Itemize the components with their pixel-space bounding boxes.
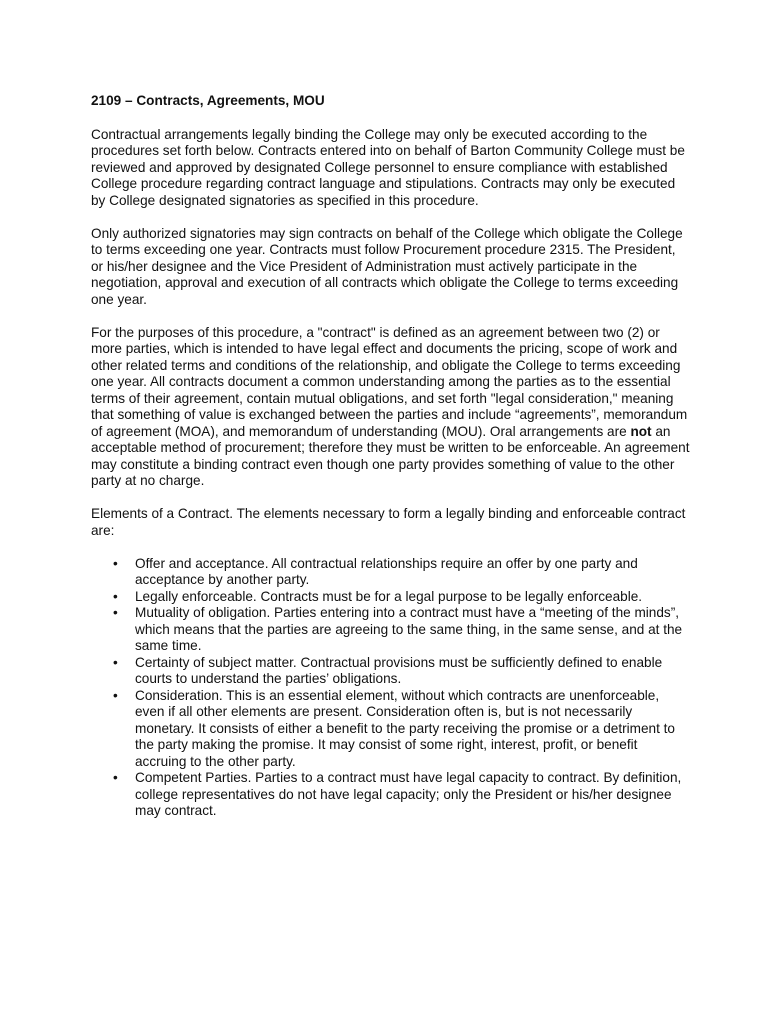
bullet-icon: • bbox=[113, 654, 118, 670]
document-page bbox=[91, 93, 691, 820]
list-item-text: Legally enforceable. Contracts must be for a legal purpose to be legally enforceable. bbox=[135, 588, 643, 604]
bullet-icon: • bbox=[113, 605, 118, 620]
list-item bbox=[91, 655, 691, 688]
list-item bbox=[91, 688, 691, 771]
bullet-icon: • bbox=[113, 687, 118, 703]
paragraph-authorized-signatories: Only authorized signatories may sign contracts on behalf of the College which obligate the College to terms exceeding one year. Contracts must follow Procurement procedure 2315. The President, or his/her designee and the Vice President of Administration must actively participate in the negotiation, approval and execution of all contracts which obligate the College to terms exceeding one year. bbox=[91, 225, 683, 307]
list-item bbox=[91, 605, 691, 655]
bullet-icon: • bbox=[113, 588, 118, 604]
paragraph-contract-definition bbox=[91, 325, 691, 490]
bullet-icon: • bbox=[113, 770, 118, 785]
document-title: 2109 – Contracts, Agreements, MOU bbox=[91, 93, 325, 108]
definition-text-after: an acceptable method of procurement; therefore they must be written to be enforceable. An agreement may constitute a binding contract even though one party provides something of value to the other party at no charge. bbox=[91, 423, 690, 488]
list-item bbox=[91, 556, 691, 589]
list-item-text: Certainty of subject matter. Contractual provisions must be sufficiently defined to enable courts to understand the parties’ obligations. bbox=[135, 654, 663, 686]
list-item-text: Mutuality of obligation. Parties entering into a contract must have a “meeting of the minds”, which means that the parties are agreeing to the same thing, in the same sense, and at the same time. bbox=[135, 605, 683, 653]
paragraph-elements-intro: Elements of a Contract. The elements necessary to form a legally binding and enforceable contract are: bbox=[91, 506, 686, 538]
bullet-icon: • bbox=[113, 555, 118, 571]
list-item bbox=[91, 770, 691, 820]
paragraph-contractual-arrangements: Contractual arrangements legally binding the College may only be executed according to the procedures set forth below. Contracts entered into on behalf of Barton Community College must be reviewed and approved by designated College personnel to ensure compliance with established College procedure regarding contract language and stipulations. Contracts may only be executed by College designated signatories as specified in this procedure. bbox=[91, 126, 685, 208]
definition-emphasis: not bbox=[630, 423, 652, 439]
list-item bbox=[91, 589, 691, 606]
list-item-text: Consideration. This is an essential element, without which contracts are unenforceable, even if all other elements are present. Consideration often is, but is not necessarily monetary. It consists of either a benefit to the party receiving the promise or a detriment to the party making the promise. It may consist of some right, interest, profit, or benefit accruing to the other party. bbox=[135, 687, 675, 769]
list-item-text: Offer and acceptance. All contractual relationships require an offer by one party and acceptance by another party. bbox=[135, 555, 638, 587]
definition-text-before: For the purposes of this procedure, a "contract" is defined as an agreement between two (2) or more parties, which is intended to have legal effect and documents the pricing, scope of work and other related terms and conditions of the relationship, and obligate the College to terms exceeding one year. All contracts document a common understanding among the parties as to the essential terms of their agreement, contain mutual obligations, and set forth "legal consideration," meaning that something of value is exchanged between the parties and include “agreements”, memorandum of agreement (MOA), and memorandum of understanding (MOU). Oral arrangements are bbox=[91, 324, 688, 439]
list-item-text: Competent Parties. Parties to a contract must have legal capacity to contract. By definition, college representatives do not have legal capacity; only the President or his/her designee may contract. bbox=[135, 770, 682, 818]
contract-elements-list bbox=[91, 556, 691, 820]
